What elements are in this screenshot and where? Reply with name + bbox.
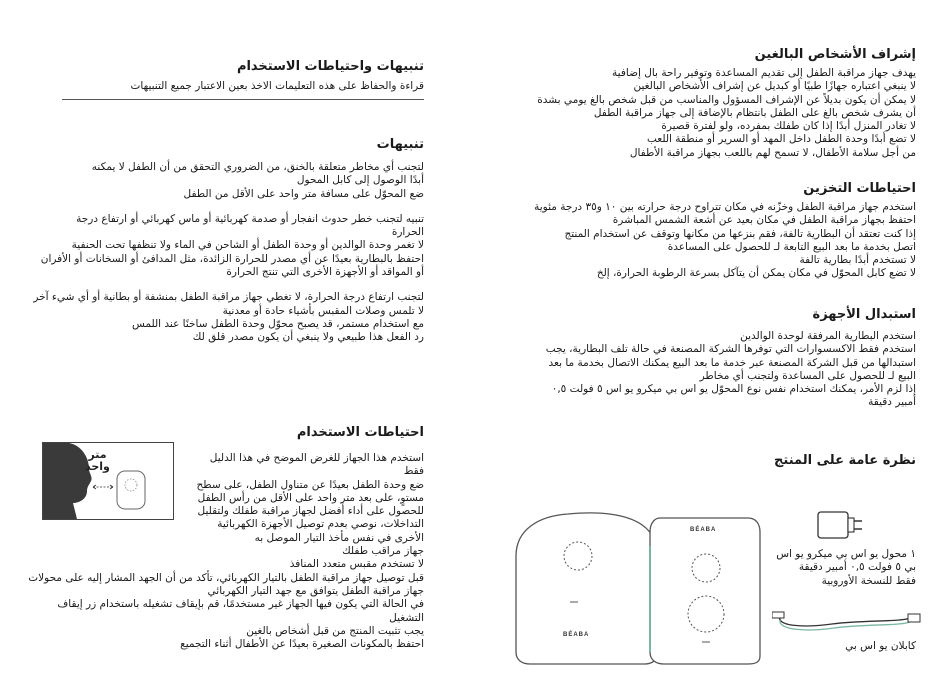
usb-adapter-icon (812, 508, 866, 544)
storage-line: احتفظ بجهاز مراقبة الطفل في مكان بعيد عن أشعة الشمس المباشرة (612, 214, 916, 227)
warning-line: أو المواقد أو الأجهزة الأخرى التي تنتج الحرارة (226, 266, 424, 279)
precaution-line: فقط (403, 465, 424, 478)
replacement-body (496, 330, 916, 410)
cable-label: كابلان يو اس بي (845, 640, 916, 652)
replacement-line: البيع لـ للحصول على المساعدة ولتجنب أي مخاطر (699, 369, 916, 382)
usage-warnings-subtitle: قراءة والحفاظ على هذه التعليمات الاخذ بعين الاعتبار جميع التنبيهات (130, 80, 424, 92)
warning-line: رد الفعل هذا طبيعي ولا ينبغي أن يكون مصدر قلق لك (192, 331, 424, 344)
brand-logo-parent: BÉABA (690, 527, 717, 533)
storage-title: احتياطات التخزين (803, 181, 916, 196)
supervision-section (496, 46, 916, 160)
storage-line: لا تضع كابل المحوّل في مكان يمكن أن يتآكل بسرعة الرطوبة الحرارة، إلخ (596, 267, 916, 280)
brand-logo-baby: BÉABA (563, 632, 590, 638)
precaution-line: في الحالة التي يكون فيها الجهاز غير مستخدمًا، قم بإيقاف تشغيله باستخدام زر إيقاف (57, 598, 424, 611)
precaution-line: قبل توصيل جهاز مراقبة الطفل بالتيار الكهربائي، تأكد من أن الجهد المشار إليه على محولات (28, 571, 424, 584)
usage-warnings-section (54, 58, 424, 93)
precaution-line: يجب تثبيت المنتج من قبل أشخاص بالغين (246, 624, 424, 637)
storage-body (496, 201, 916, 281)
precaution-line: استخدم هذا الجهاز للغرض الموضح في هذا الدليل (209, 452, 424, 464)
supervision-line: من أجل سلامة الأطفال، لا تسمح لهم باللعب بجهاز مراقبة الأطفال (629, 146, 916, 159)
warning-line: لتجنب ارتفاع درجة الحرارة، لا تغطي جهاز مراقبة الطفل بمنشفة أو بطانية أو أي شيء آخر (33, 291, 424, 304)
usage-warnings-title: تنبيهات واحتياطات الاستخدام (236, 59, 424, 74)
warnings-section (4, 136, 424, 345)
warning-line: الحرارة (391, 226, 424, 239)
precaution-line: الأخرى في نفس مأخذ التيار الموصل به (254, 531, 424, 544)
precaution-line: ضع وحدة الطفل بعيدًا عن متناول الطفل، على سطح (196, 478, 424, 491)
distance-label (85, 449, 110, 473)
adapter-line: فقط للنسخة الأوروبية (821, 574, 916, 587)
warning-line: احتفظ بالبطارية بعيدًا عن أي مصدر للحرارة الزائدة، مثل المدافئ أو السخانات أو الأفران (40, 252, 424, 265)
adapter-line: ١ محول يو اس بي ميكرو يو اس (776, 548, 916, 560)
warning-line: مع استخدام مستمر، قد يصبح محوّل وحدة الطفل ساخنًا عند اللمس (132, 317, 424, 330)
warning-line: لا تلمس وصلات المقبس بأشياء حادة أو معدنية (222, 304, 424, 317)
warning-line: لا تغمر وحدة الوالدين أو وحدة الطفل أو الشاحن في الماء ولا تنظفها تحت الحنفية (71, 239, 424, 252)
replacement-title: استبدال الأجهزة (812, 307, 916, 322)
warnings-group-3 (4, 291, 424, 344)
replacement-line: أمبير دقيقة (868, 396, 916, 409)
use-precautions-title: احتياطات الاستخدام (296, 425, 424, 440)
supervision-line: لا تغادر المنزل أبدًا إذا كان طفلك بمفرده، ولو لفترة قصيرة (661, 120, 916, 133)
replacement-line: إذا لزم الأمر، يمكنك استخدام نفس نوع المحوّل يو اس بي ميكرو يو اس ٥ فولت ٠,٥ (551, 383, 916, 396)
overview-title: نظرة عامة على المنتج (774, 453, 916, 468)
replacement-section (496, 306, 916, 410)
replacement-line: استبدالها من قبل الشركة المصنعة عبر خدمة ما بعد البيع يمكنك الاتصال بخدمة ما بعد (548, 356, 916, 369)
precaution-line: جهاز مراقبة الطفل يتوافق مع جهد التيار الكهربائي (207, 584, 424, 597)
distance-label-line: متر (88, 448, 107, 461)
warnings-title: تنبيهات (376, 137, 424, 152)
precaution-line: احتفظ بالمكونات الصغيرة بعيدًا عن الأطفال أثناء التجميع (180, 638, 424, 651)
warning-line: لتجنب أي مخاطر متعلقة بالخنق، من الضروري التحقق من أن الطفل لا يمكنه (91, 161, 424, 173)
warning-line: ضع المحوّل على مسافة متر واحد على الأقل من الطفل (183, 187, 424, 200)
precaution-line: التشغيل (389, 611, 424, 624)
precaution-line: لا تستخدم مقبس متعدد المنافذ (289, 558, 424, 571)
warnings-group-2 (4, 213, 424, 279)
adapter-line: بي ٥ فولت ٠,٥ أمبير دقيقة (798, 561, 916, 574)
storage-line: اتصل بخدمة ما بعد البيع التابعة لـ للحصول على المساعدة (667, 240, 916, 253)
baby-monitor-illustration (510, 506, 770, 666)
warning-line: أبدًا الوصول إلى كابل المحول (296, 174, 424, 187)
storage-section (496, 180, 916, 281)
precaution-line: جهاز مراقب طفلك (342, 545, 424, 558)
replacement-line: استخدم البطارية المرفقة لوحدة الوالدين (740, 330, 916, 342)
distance-label-line: واحد (85, 460, 110, 473)
precaution-line: مستوٍ، على بعد متر واحد على الأقل من رأس الطفل (197, 491, 424, 504)
supervision-line: يهدف جهاز مراقبة الطفل إلى تقديم المساعدة وتوفير راحة بال إضافية (612, 67, 916, 79)
precaution-line: التداخلات، نوصي بعدم توصيل الأجهزة الكهربائية (217, 518, 424, 531)
supervision-line: لا يمكن أن يكون بديلاً عن الإشراف المسؤول والمناسب من قبل شخص بالغ يومي بشدة (537, 93, 916, 106)
storage-line: لا تستخدم أبدًا بطارية تالفة (799, 254, 916, 267)
supervision-line: لا تضع أبدًا وحدة الطفل داخل المهد أو السرير أو منطقة اللعب (646, 133, 916, 146)
usb-cable-icon (772, 604, 922, 634)
supervision-body (496, 67, 916, 160)
replacement-line: استخدم فقط الاكسسوارات التي توفرها الشركة المصنعة في حالة تلف البطارية، يجب (545, 343, 916, 356)
storage-line: إذا كنت تعتقد أن البطارية تالفة، فقم بنزعها من مكانها وتوقف عن استخدام المنتج (564, 227, 916, 240)
warning-line: تنبيه لتجنب خطر حدوث انفجار أو صدمة كهربائية أو ماس كهربائي أو ارتفاع درجة (76, 212, 424, 225)
supervision-line: أن يشرف شخص بالغ على الطفل بانتظام بالإضافة إلى جهاز مراقبة الطفل (593, 106, 916, 119)
precaution-line: للحصول على أداء أفضل لجهاز مراقبة طفلك ولتقليل (197, 505, 424, 518)
supervision-line: لا ينبغي اعتباره جهازًا طبيًا أو كبديل عن إشراف الأشخاص البالغين (633, 80, 916, 93)
warnings-group-1 (4, 161, 424, 201)
distance-diagram (42, 442, 174, 520)
supervision-title: إشراف الأشخاص البالغين (754, 47, 916, 62)
storage-line: استخدم جهاز مراقبة الطفل وخزّنه في مكان تتراوح درجة حرارته بين ١٠ و٣٥ درجة مئوية (534, 201, 916, 213)
divider (62, 99, 424, 100)
overview-section (716, 452, 916, 470)
